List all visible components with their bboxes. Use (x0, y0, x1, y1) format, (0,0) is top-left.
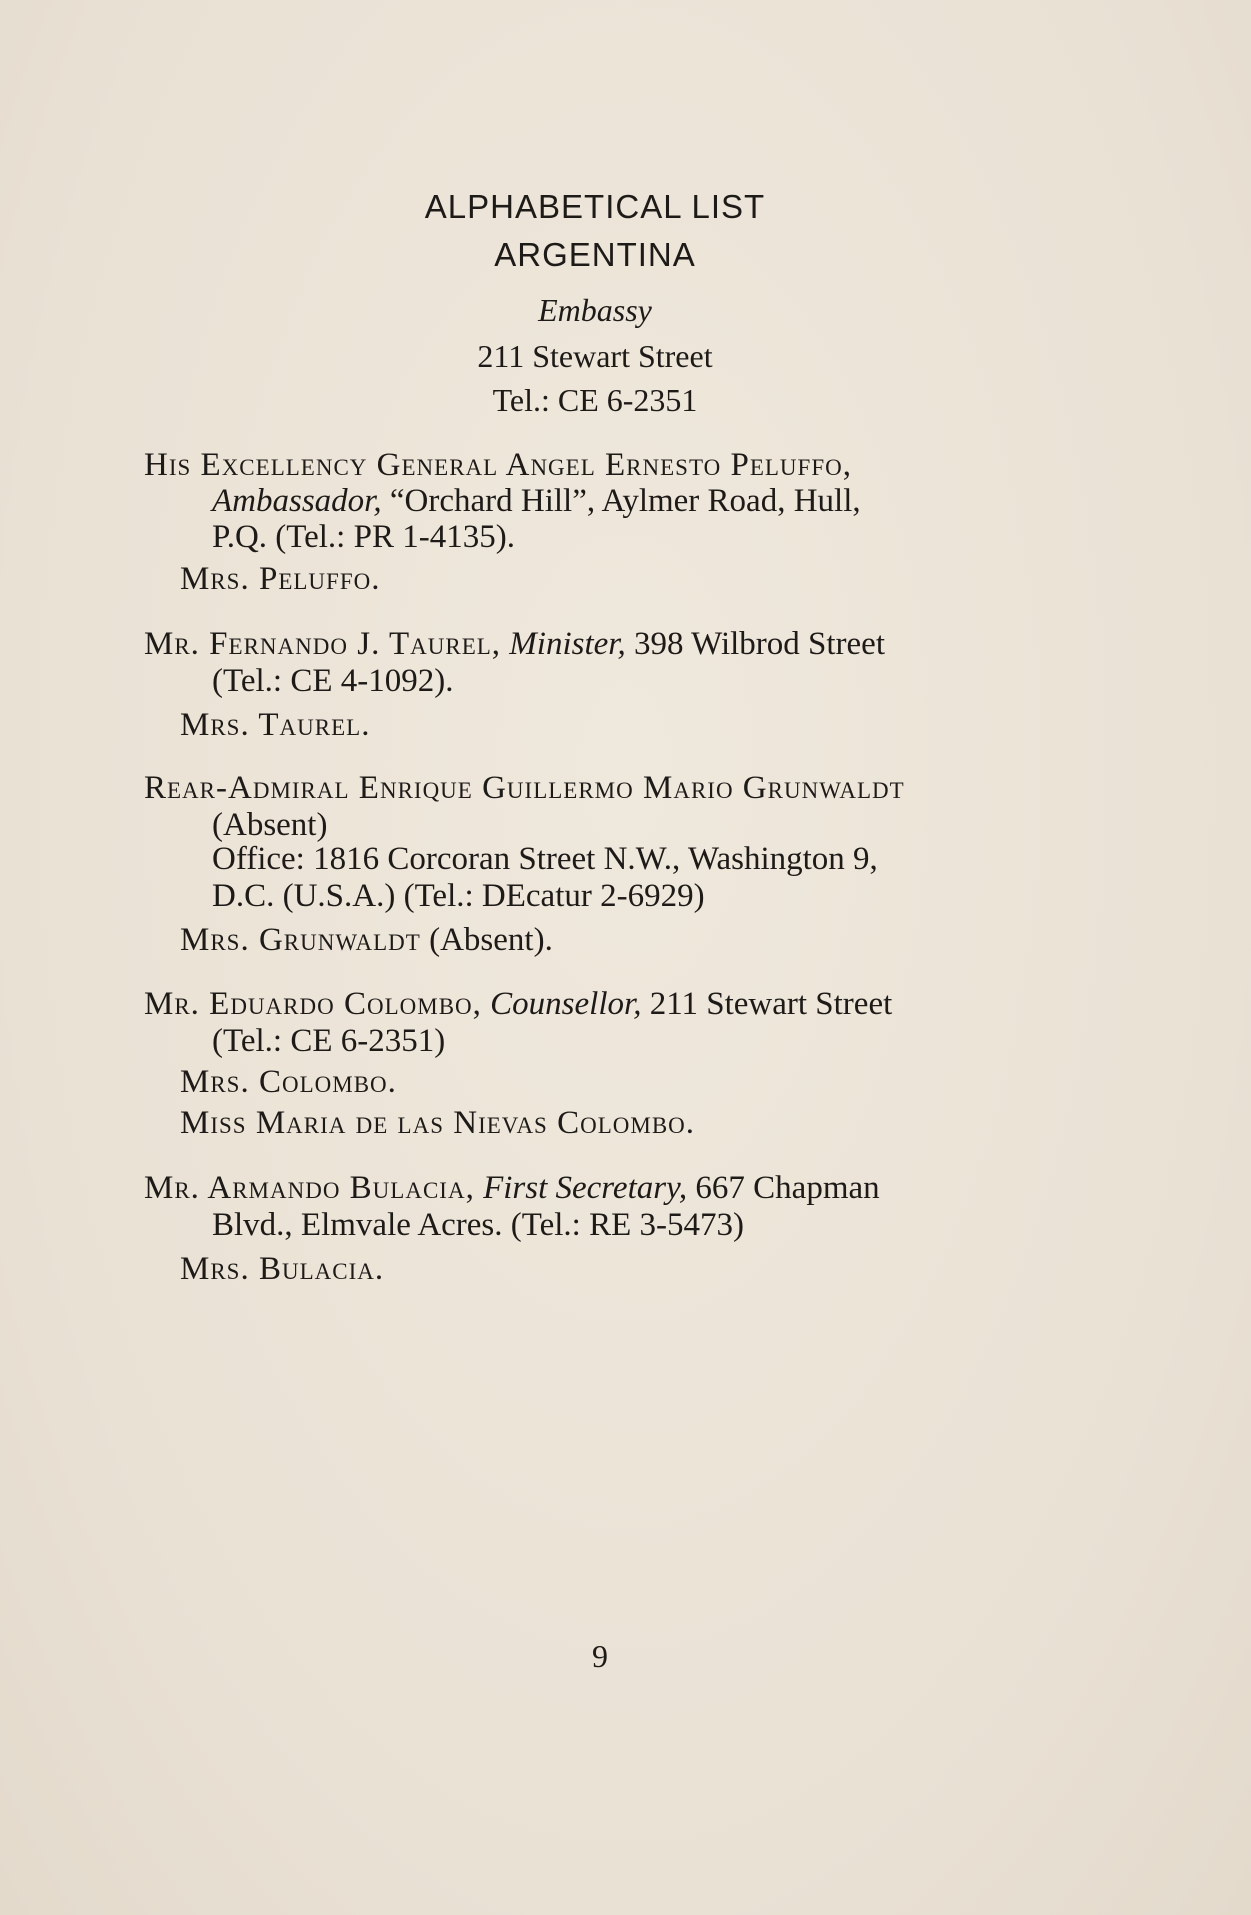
entry-peluffo-spouse: Mrs. Peluffo. (180, 561, 381, 597)
entry-peluffo-name (144, 445, 852, 485)
embassy-telephone: Tel.: CE 6-2351 (492, 382, 698, 418)
entry-grunwaldt-line1: (Absent) (212, 807, 328, 843)
entry-colombo-spouse: Mrs. Colombo. (180, 1064, 397, 1100)
person-title: Minister, (509, 626, 626, 662)
entry-colombo-name (144, 984, 892, 1024)
person-name: His Excellency General Angel Ernesto Peluffo, (144, 447, 852, 483)
page-number: 9 (592, 1638, 608, 1674)
page-title: ALPHABETICAL LIST (424, 188, 766, 225)
person-name: Mr. Eduardo Colombo, (144, 986, 482, 1022)
person-name: Mr. Armando Bulacia, (144, 1170, 475, 1206)
person-name: Mr. Fernando J. Taurel, (144, 626, 502, 662)
entry-bulacia-spouse: Mrs. Bulacia. (180, 1251, 385, 1287)
person-address: 667 Chapman (695, 1170, 880, 1206)
entry-taurel-spouse: Mrs. Taurel. (180, 707, 371, 743)
person-address: “Orchard Hill”, Aylmer Road, Hull, (389, 483, 861, 519)
embassy-address: 211 Stewart Street (477, 338, 713, 374)
entry-colombo-daughter: Miss Maria de las Nievas Colombo. (180, 1105, 696, 1141)
person-title: Counsellor, (490, 986, 642, 1022)
person-title: Ambassador, (212, 483, 382, 519)
spouse-name: Mrs. Grunwaldt (180, 922, 421, 958)
entry-colombo-line1: (Tel.: CE 6-2351) (212, 1023, 446, 1059)
embassy-label: Embassy (538, 292, 652, 328)
entry-taurel-line1: (Tel.: CE 4-1092). (212, 663, 454, 699)
entry-taurel-name (144, 624, 885, 664)
country-heading: ARGENTINA (494, 236, 696, 273)
entry-peluffo-line2: P.Q. (Tel.: PR 1-4135). (212, 519, 515, 555)
entry-peluffo-line1 (212, 481, 861, 521)
entry-grunwaldt-line3: D.C. (U.S.A.) (Tel.: DEcatur 2-6929) (212, 878, 705, 914)
entry-grunwaldt-name: Rear-Admiral Enrique Guillermo Mario Grunwaldt (144, 770, 905, 806)
entry-bulacia-line1: Blvd., Elmvale Acres. (Tel.: RE 3-5473) (212, 1207, 744, 1243)
spouse-status: (Absent). (429, 922, 553, 958)
entry-grunwaldt-line2: Office: 1816 Corcoran Street N.W., Washington 9, (212, 841, 878, 877)
person-title: First Secretary, (483, 1170, 688, 1206)
person-address: 398 Wilbrod Street (633, 626, 885, 662)
entry-grunwaldt-spouse (180, 920, 553, 960)
entry-bulacia-name (144, 1168, 880, 1208)
person-address: 211 Stewart Street (649, 986, 893, 1022)
